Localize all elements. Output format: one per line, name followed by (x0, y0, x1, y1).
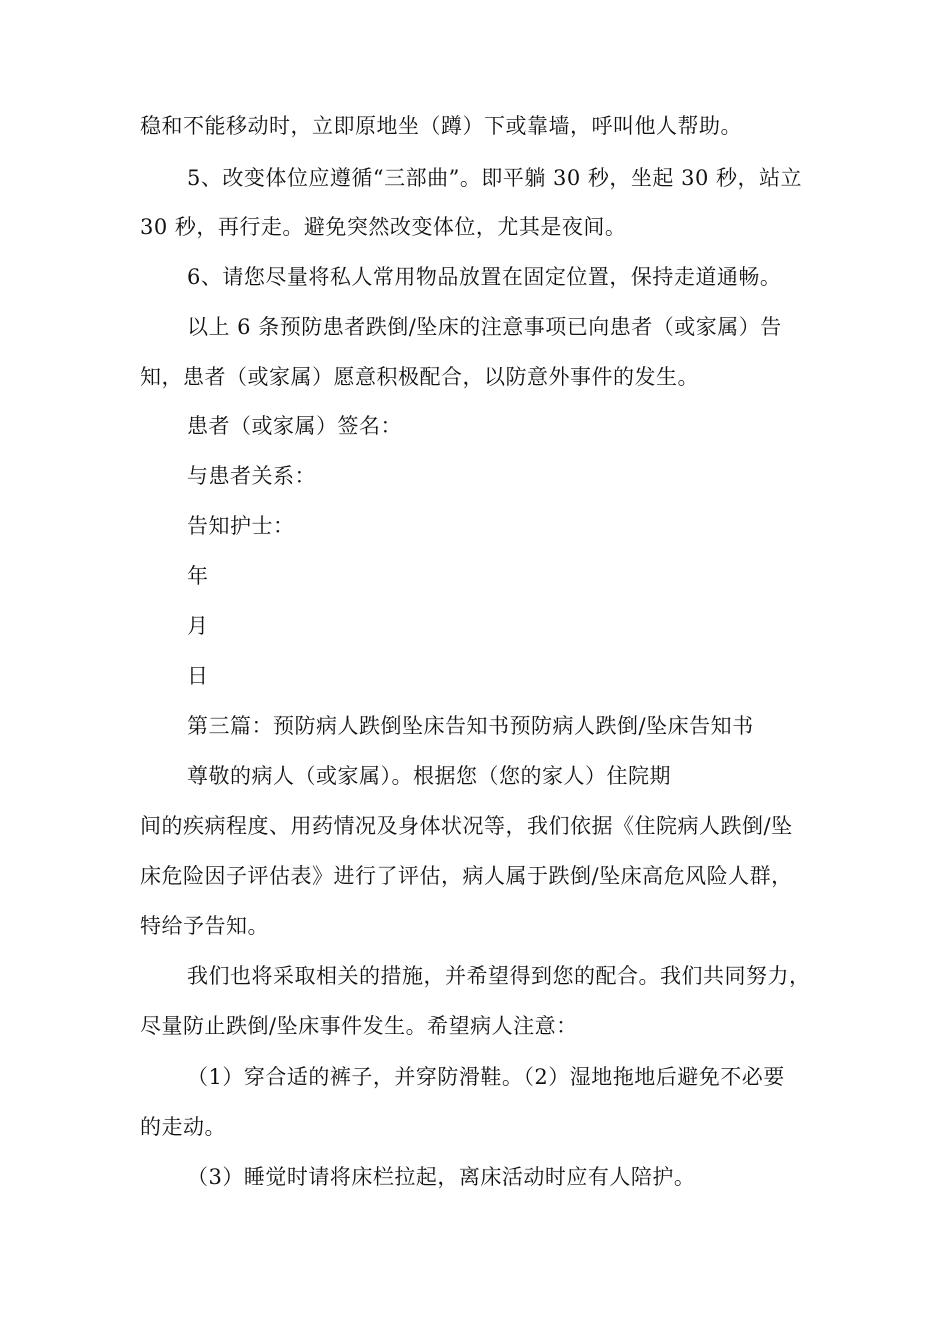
patient-signature-label: 患者（或家属）签名： (187, 414, 402, 438)
text-line-4: 6、请您尽量将私人常用物品放置在固定位置，保持走道通畅。 (187, 265, 782, 289)
year-label: 年 (187, 564, 209, 588)
text-line-21: 的走动。 (140, 1115, 226, 1139)
section-heading: 第三篇：预防病人跌倒坠床告知书预防病人跌倒/坠床告知书 (187, 714, 754, 738)
text-line-15: 间的疾病程度、用药情况及身体状况等，我们依据《住院病人跌倒/坠 (140, 814, 793, 838)
day-label: 日 (187, 664, 209, 688)
text-line-1: 稳和不能移动时，立即原地坐（蹲）下或靠墙，呼叫他人帮助。 (140, 114, 742, 138)
text-line-22: （3）睡觉时请将床栏拉起，离床活动时应有人陪护。 (187, 1165, 696, 1189)
text-line-18: 我们也将采取相关的措施，并希望得到您的配合。我们共同努力， (187, 964, 811, 988)
text-line-3: 30 秒，再行走。避免突然改变体位，尤其是夜间。 (140, 215, 627, 239)
text-line-19: 尽量防止跌倒/坠床事件发生。希望病人注意： (140, 1014, 578, 1038)
text-line-2: 5、改变体位应遵循“三部曲”。即平躺 30 秒，坐起 30 秒，站立 (187, 166, 802, 190)
text-line-16: 床危险因子评估表》进行了评估，病人属于跌倒/坠床高危风险人群， (140, 864, 793, 888)
text-line-5: 以上 6 条预防患者跌倒/坠床的注意事项已向患者（或家属）告 (187, 315, 782, 339)
nurse-label: 告知护士： (187, 514, 295, 538)
text-line-20: （1）穿合适的裤子，并穿防滑鞋。（2）湿地拖地后避免不必要 (187, 1065, 785, 1089)
month-label: 月 (187, 614, 209, 638)
text-line-6: 知，患者（或家属）愿意积极配合，以防意外事件的发生。 (140, 365, 699, 389)
text-line-17: 特给予告知。 (140, 914, 269, 938)
text-line-14: 尊敬的病人（或家属）。根据您（您的家人）住院期 (187, 764, 671, 788)
relationship-label: 与患者关系： (187, 464, 316, 488)
